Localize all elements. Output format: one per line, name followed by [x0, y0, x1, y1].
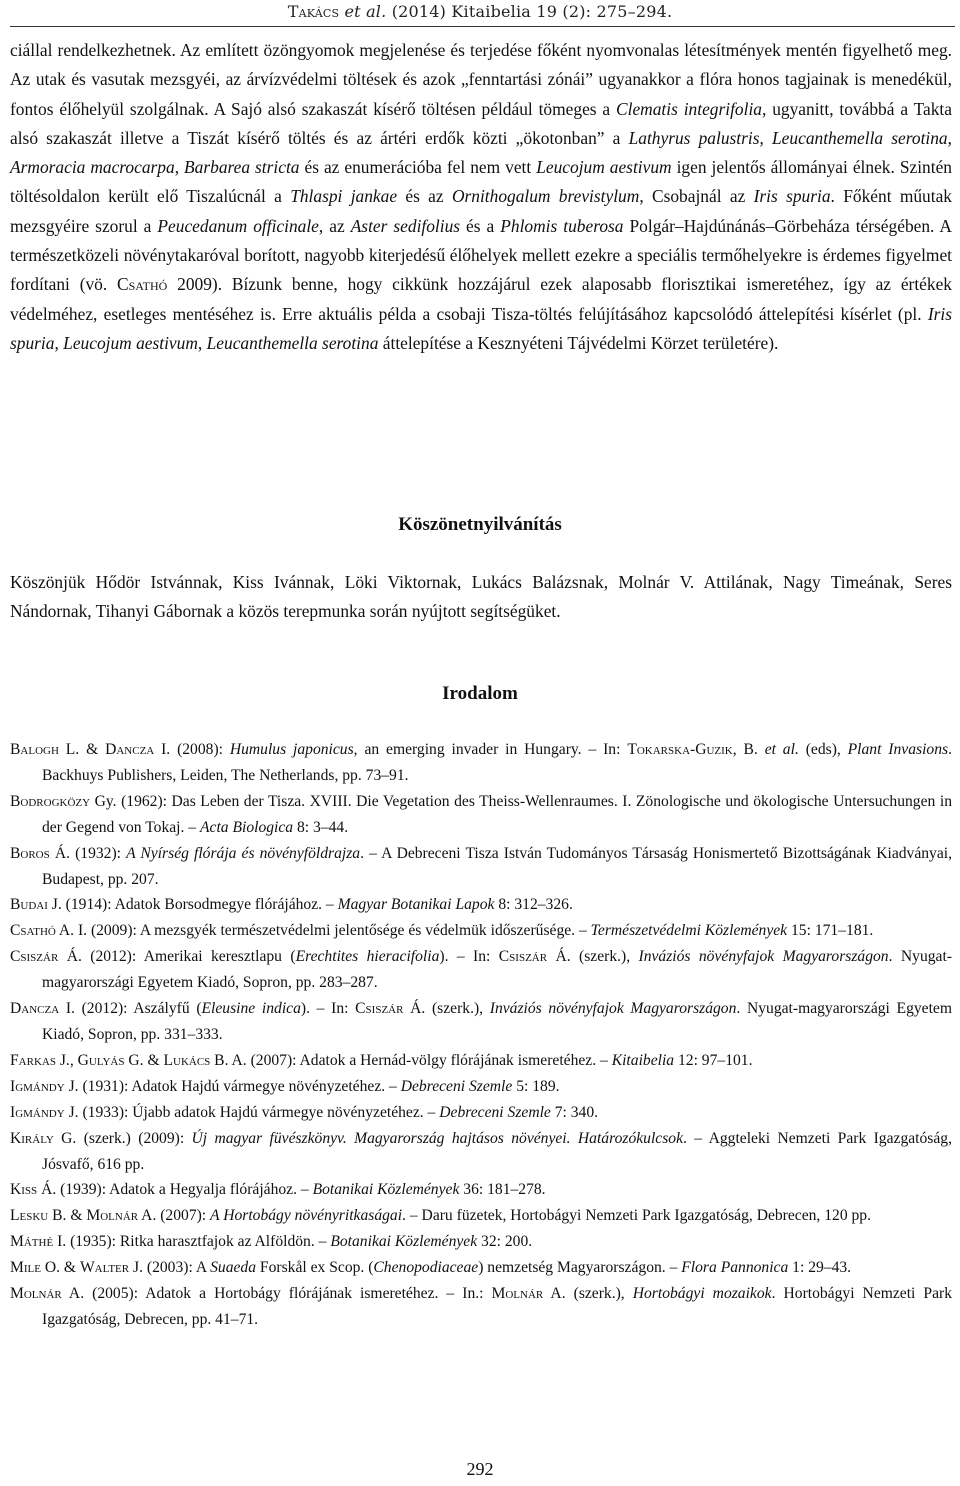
- author-name: Walter: [79, 1259, 130, 1277]
- reference-entry: Király G. (szerk.) (2009): Új magyar füvészkönyv. Magyarország hajtásos növényei. Határozókulcsok. – Aggteleki Nemzeti Park Igazgatóság, Jósvafő, 616 pp.: [10, 1129, 952, 1173]
- author-name: Balogh: [10, 741, 59, 758]
- header-citation: (2014) Kitaibelia 19 (2): 275–294.: [391, 2, 673, 21]
- italic-text: Új magyar füvészkönyv. Magyarország hajtásos növényei. Határozókulcsok: [191, 1129, 684, 1147]
- italic-text: Leucanthemella serotina: [772, 127, 948, 148]
- reference-entry: Molnár A. (2005): Adatok a Hortobágy flórájának ismeretéhez. – In.: Molnár A. (szerk.), Hortobágyi mozaikok. Hortobágyi Nemzeti Park Igazgatóság, Debrecen, pp. 41–71.: [10, 1285, 952, 1328]
- italic-text: Acta Biologica: [200, 818, 294, 836]
- italic-text: Inváziós növényfajok Magyarországon: [638, 948, 889, 966]
- italic-text: Eleusine indica: [201, 1000, 301, 1018]
- author-name: Csiszár: [10, 948, 59, 966]
- author-name: Dancza: [10, 1000, 60, 1018]
- author-name: Bodrogközy: [10, 792, 91, 810]
- reference-entry: Boros Á. (1932): A Nyírség flórája és növényföldrajza. – A Debreceni Tisza István Tudományos Társaság Honismertető Bizottságának Kiadványai, Budapest, pp. 207.: [10, 844, 952, 888]
- author-name: Igmándy: [10, 1077, 65, 1095]
- italic-text: Lathyrus palustris: [628, 127, 760, 148]
- author-name: Kiss: [10, 1181, 38, 1199]
- reference-entry: Kiss Á. (1939): Adatok a Hegyalja flórájához. – Botanikai Közlemények 36: 181–278.: [10, 1181, 546, 1199]
- italic-text: Armoracia macrocarpa: [10, 157, 175, 178]
- author-name: Király: [10, 1129, 54, 1147]
- author-name: Gulyás: [77, 1051, 125, 1069]
- author-name: Lukács: [163, 1051, 211, 1069]
- reference-entry: Máthé I. (1935): Ritka harasztfajok az Alföldön. – Botanikai Közlemények 32: 200.: [10, 1233, 533, 1251]
- header-rule: [10, 26, 955, 27]
- header-author: Takács: [287, 2, 340, 21]
- reference-list: [10, 737, 952, 1333]
- reference-entry: Lesku B. & Molnár A. (2007): A Hortobágy növényritkaságai. – Daru füzetek, Hortobágyi Nemzeti Park Igazgatóság, Debrecen, 120 pp.: [10, 1207, 872, 1225]
- author-name: Csathó: [10, 922, 56, 940]
- italic-text: Leucanthemella serotina: [206, 332, 379, 353]
- italic-text: Suaeda: [210, 1259, 257, 1277]
- italic-text: Barbarea stricta: [184, 157, 300, 178]
- italic-text: A Hortobágy növényritkaságai: [210, 1207, 403, 1225]
- author-name: Máthé: [10, 1233, 54, 1251]
- italic-text: Botanikai Közlemények: [330, 1233, 478, 1251]
- reference-entry: Igmándy J. (1933): Újabb adatok Hajdú vármegye növényzetéhez. – Debreceni Szemle 7: 340.: [10, 1103, 599, 1121]
- reference-entry: Csathó A. I. (2009): A mezsgyék természetvédelmi jelentősége és védelmük időszerűsége. – Természetvédelmi Közlemények 15: 171–181.: [10, 922, 874, 940]
- author-name: Csathó: [117, 274, 168, 295]
- italic-text: Magyar Botanikai Lapok: [337, 896, 495, 914]
- reference-entry: Csiszár Á. (2012): Amerikai keresztlapu (Erechtites hieracifolia). – In: Csiszár Á. (szerk.), Inváziós növényfajok Magyarországon. Nyugat-magyarországi Egyetem Kiadó, Sopron, pp. 283–287.: [10, 948, 952, 992]
- author-name: Molnár: [10, 1285, 62, 1303]
- author-name: Csiszár: [355, 1000, 404, 1018]
- body-paragraph: [10, 36, 952, 358]
- italic-text: Chenopodiaceae: [373, 1259, 479, 1277]
- italic-text: et al.: [764, 741, 799, 758]
- reference-entry: Balogh L. & Dancza I. (2008): Humulus japonicus, an emerging invader in Hungary. – In: Tokarska-Guzik, B. et al. (eds), Plant Invasions. Backhuys Publishers, Leiden, The Netherlands, pp. 73–91.: [10, 741, 952, 784]
- author-name: Igmándy: [10, 1103, 65, 1121]
- header-etal: et al.: [344, 2, 387, 21]
- author-name: Molnár: [86, 1207, 139, 1225]
- italic-text: Plant Invasions: [847, 741, 949, 758]
- italic-text: Ornithogalum brevistylum: [451, 186, 640, 207]
- italic-text: Erechtites hieracifolia: [295, 948, 440, 966]
- italic-text: Hortobágyi mozaikok: [632, 1285, 772, 1303]
- italic-text: Kitaibelia: [611, 1051, 675, 1069]
- italic-text: Phlomis tuberosa: [500, 215, 624, 236]
- author-name: Molnár: [491, 1285, 544, 1303]
- author-name: Csiszár: [498, 948, 548, 966]
- italic-text: Humulus japonicus: [229, 741, 354, 758]
- italic-text: Botanikai Közlemények: [312, 1181, 460, 1199]
- italic-text: Természetvédelmi Közlemények: [590, 922, 788, 940]
- author-name: Budai: [10, 896, 48, 914]
- author-name: Boros: [10, 844, 50, 862]
- author-name: Tokarska-Guzik: [627, 741, 733, 758]
- italic-text: Debreceni Szemle: [439, 1103, 551, 1121]
- italic-text: Clematis integrifolia: [616, 98, 762, 119]
- paragraph-text: ciállal rendelkezhetnek. Az említett özöngyomok megjelenése és terjedése főként nyomvonalas létesítmények mentén figyelhető meg. Az utak és vasutak mezsgyéi, az árvízvédelmi töltések és azok „fenntartási zónái” ugyanakkor a flóra honos tagjainak is menedékül, fontos élőhelyül szolgálnak. A Sajó alsó szakaszát kísérő töltésen például tömeges a Clematis integrifolia, ugyanitt, továbbá a Takta alsó szakaszát illetve a Tiszát kísérő töltés és az ártéri erdők közti „ökotonban” a Lathyrus palustris, Leucanthemella serotina, Armoracia macrocarpa, Barbarea stricta és az enumerációba fel nem vett Leucojum aestivum igen jelentős állományai élnek. Szintén töltésoldalon került elő Tiszalúcnál a Thlaspi jankae és az Ornithogalum brevistylum, Csobajnál az Iris spuria. Főként műutak mezsgyéire szorul a Peucedanum officinale, az Aster sedifolius és a Phlomis tuberosa Polgár–Hajdúnánás–Görbeháza térségében. A természetközeli növénytakaróval borított, nagyobb kiterjedésű élőhelyek mellett ezekre a speciális termőhelyekre is érdemes figyelmet fordítani (vö. Csathó 2009). Bízunk benne, hogy cikkünk hozzájárul ezek alaposabb florisztikai ismeretéhez, így az értékek védelméhez, esetleges mentéséhez is. Erre aktuális példa a csobaji Tisza-töltés felújításához kapcsolódó áttelepítési kísérlet (pl. Iris spuria, Leucojum aestivum, Leucanthemella serotina áttelepítése a Kesznyéteni Tájvédelmi Körzet területére).: [10, 40, 952, 353]
- italic-text: Thlaspi jankae: [290, 186, 398, 207]
- author-name: Lesku: [10, 1207, 49, 1225]
- ack-text: Köszönjük Hődör Istvánnak, Kiss Ivánnak, Löki Viktornak, Lukács Balázsnak, Molnár V. Attilának, Nagy Timeának, Seres Nándornak, Tihanyi Gábornak a közös terepmunka során nyújtott segítségüket.: [10, 572, 952, 622]
- italic-text: Inváziós növényfajok Magyarországon: [489, 1000, 737, 1018]
- italic-text: A Nyírség flórája és növényföldrajza: [126, 844, 361, 862]
- reference-entry: Farkas J., Gulyás G. & Lukács B. A. (2007): Adatok a Hernád-völgy flórájának ismeretéhez. – Kitaibelia 12: 97–101.: [10, 1051, 753, 1069]
- italic-text: Aster sedifolius: [350, 215, 461, 236]
- ack-heading: Köszönetnyilvánítás: [398, 514, 562, 535]
- italic-text: Iris spuria: [753, 186, 831, 207]
- reference-entry: Igmándy J. (1931): Adatok Hajdú vármegye növényzetéhez. – Debreceni Szemle 5: 189.: [10, 1077, 560, 1095]
- italic-text: Peucedanum officinale: [157, 215, 319, 236]
- author-name: Dancza: [105, 741, 155, 758]
- italic-text: Leucojum aestivum: [536, 157, 672, 178]
- running-header: [0, 2, 960, 21]
- italic-text: Flora Pannonica: [681, 1259, 789, 1277]
- page-number: 292: [466, 1459, 494, 1479]
- reference-entry: Bodrogközy Gy. (1962): Das Leben der Tisza. XVIII. Die Vegetation des Theiss-Wellenraumes. I. Zönologische und ökologische Untersuchungen in der Gegend von Tokaj. – Acta Biologica 8: 3–44.: [10, 792, 952, 836]
- references-heading: Irodalom: [442, 683, 518, 704]
- author-name: Mile: [10, 1259, 41, 1277]
- italic-text: Iris spuria: [10, 303, 952, 353]
- author-name: Farkas: [10, 1051, 56, 1069]
- reference-entry: Budai J. (1914): Adatok Borsodmegye flórájához. – Magyar Botanikai Lapok 8: 312–326.: [10, 896, 573, 914]
- italic-text: Debreceni Szemle: [400, 1077, 513, 1095]
- reference-entry: Mile O. & Walter J. (2003): A Suaeda Forskål ex Scop. (Chenopodiaceae) nemzetség Magyarországon. – Flora Pannonica 1: 29–43.: [10, 1259, 852, 1277]
- reference-entry: Dancza I. (2012): Aszályfű (Eleusine indica). – In: Csiszár Á. (szerk.), Inváziós növényfajok Magyarországon. Nyugat-magyarországi Egyetem Kiadó, Sopron, pp. 331–333.: [10, 1000, 952, 1043]
- italic-text: Leucojum aestivum: [63, 332, 198, 353]
